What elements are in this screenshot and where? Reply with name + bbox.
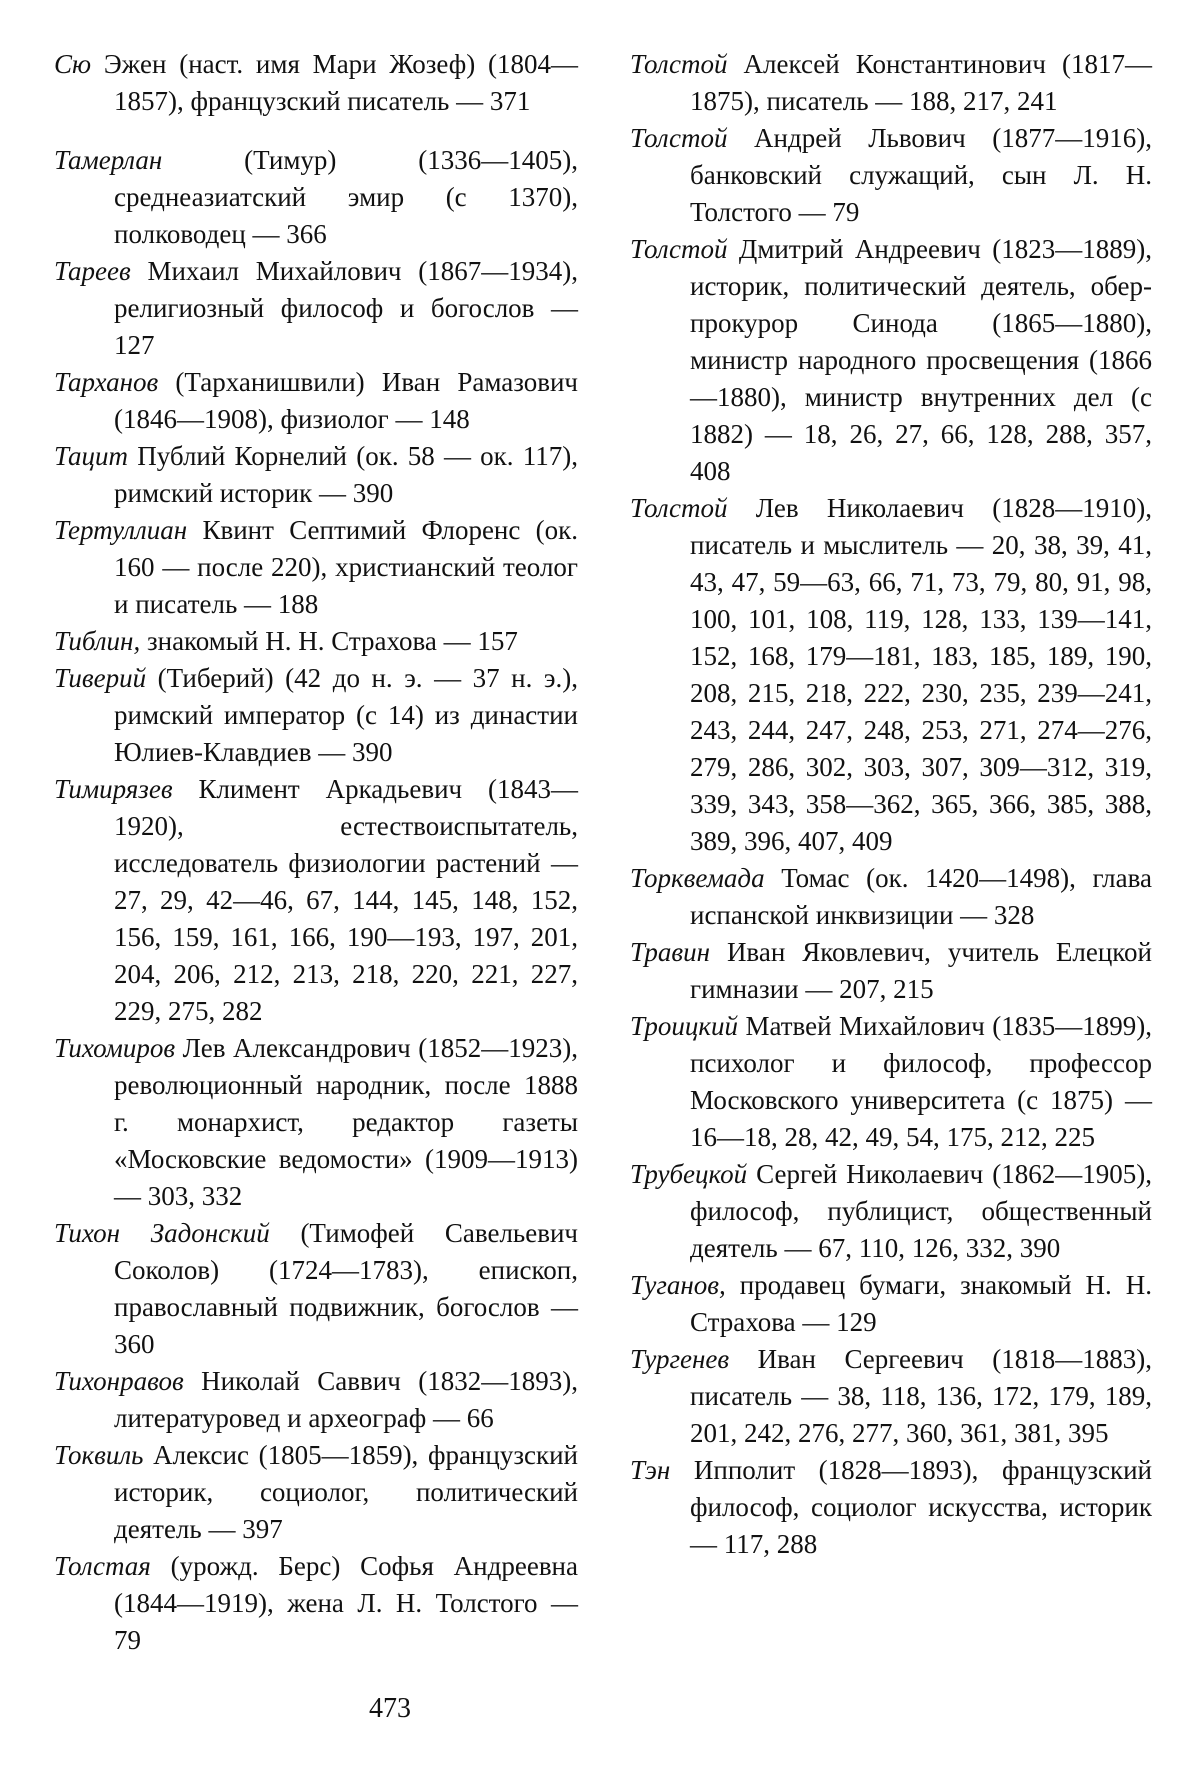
entry-name: Тарханов bbox=[54, 367, 159, 397]
entry-name: Тихомиров bbox=[54, 1033, 176, 1063]
entry-name: Тихонравов bbox=[54, 1366, 184, 1396]
index-entry bbox=[630, 490, 1152, 860]
entry-text: (Тарханишвили) Иван Рамазович (1846—1908), физиолог — 148 bbox=[114, 367, 578, 434]
entry-name: Толстой bbox=[630, 123, 728, 153]
entry-text: знакомый Н. Н. Страхова — 157 bbox=[140, 626, 518, 656]
index-entry bbox=[630, 1267, 1152, 1341]
index-entry bbox=[54, 1030, 578, 1215]
entry-text: (Тимофей Савельевич Соколов) (1724—1783), епископ, православный подвижник, богослов — 360 bbox=[114, 1218, 578, 1359]
index-entry bbox=[630, 1156, 1152, 1267]
index-entry bbox=[54, 771, 578, 1030]
index-entry bbox=[630, 934, 1152, 1008]
entry-name: Тиблин, bbox=[54, 626, 141, 656]
right-column bbox=[630, 46, 1152, 1563]
entry-text: (Тимур) (1336—1405), среднеазиатский эмир (с 1370), полководец — 366 bbox=[114, 145, 578, 249]
index-entry bbox=[630, 1452, 1152, 1563]
entry-text: Матвей Михайлович (1835—1899), психолог и философ, профессор Московского университета (с 1875) — 16—18, 28, 42, 49, 54, 175, 212, 225 bbox=[690, 1011, 1152, 1152]
entry-text: Публий Корнелий (ок. 58 — ок. 117), римский историк — 390 bbox=[114, 441, 578, 508]
entry-text: Лев Николаевич (1828—1910), писатель и мыслитель — 20, 38, 39, 41, 43, 47, 59—63, 66, 71, 73, 79, 80, 91, 98, 100, 101, 108, 119, 128, 133, 139—141, 152, 168, 179—181, 183, 185, 189, 190, 208, 215, 218, 222, 230, 235, 239—241, 243, 244, 247, 248, 253, 271, 274—276, 279, 286, 302, 303, 307, 309—312, 319, 339, 343, 358—362, 365, 366, 385, 388, 389, 396, 407, 409 bbox=[690, 493, 1152, 856]
index-entry bbox=[54, 1437, 578, 1548]
entry-text: Алексис (1805—1859), французский историк, социолог, политический деятель — 397 bbox=[114, 1440, 578, 1544]
index-entry bbox=[630, 46, 1152, 120]
entry-name: Толстой bbox=[630, 49, 728, 79]
entry-text: Томас (ок. 1420—1498), глава испанской инквизиции — 328 bbox=[690, 863, 1152, 930]
entry-name: Тургенев bbox=[630, 1344, 730, 1374]
entry-text: Андрей Львович (1877—1916), банковский служащий, сын Л. Н. Толстого — 79 bbox=[690, 123, 1152, 227]
entry-text: Дмитрий Андреевич (1823—1889), историк, политический деятель, обер-прокурор Синода (1865—1880), министр народного просвещения (1866—1880), министр внутренних дел (с 1882) — 18, 26, 27, 66, 128, 288, 357, 408 bbox=[690, 234, 1152, 486]
index-entry bbox=[54, 253, 578, 364]
entry-name: Токвиль bbox=[54, 1440, 144, 1470]
entry-text: продавец бумаги, знакомый Н. Н. Страхова — 129 bbox=[690, 1270, 1152, 1337]
entry-name: Торквемада bbox=[630, 863, 765, 893]
entry-text: Лев Александрович (1852—1923), революционный народник, после 1888 г. монархист, редактор газеты «Московские ведомости» (1909—1913) — 303, 332 bbox=[114, 1033, 578, 1211]
entry-text: Квинт Септимий Флоренс (ок. 160 — после 220), христианский теолог и писатель — 188 bbox=[114, 515, 578, 619]
entry-text: Эжен (наст. имя Мари Жозеф) (1804—1857), французский писатель — 371 bbox=[91, 49, 578, 116]
index-entry bbox=[54, 438, 578, 512]
entry-name: Тамерлан bbox=[54, 145, 163, 175]
entry-text: Николай Саввич (1832—1893), литературовед и археограф — 66 bbox=[114, 1366, 578, 1433]
entry-text: Сергей Николаевич (1862—1905), философ, публицист, общественный деятель — 67, 110, 126, 332, 390 bbox=[690, 1159, 1152, 1263]
index-entry bbox=[630, 231, 1152, 490]
entry-text: Михаил Михайлович (1867—1934), религиозный философ и богослов — 127 bbox=[114, 256, 578, 360]
entry-name: Троицкий bbox=[630, 1011, 738, 1041]
entry-text: Климент Аркадьевич (1843—1920), естествоиспытатель, исследователь физиологии растений — 27, 29, 42—46, 67, 144, 145, 148, 152, 156, 159, 161, 166, 190—193, 197, 201, 204, 206, 212, 213, 218, 220, 221, 227, 229, 275, 282 bbox=[114, 774, 578, 1026]
entry-name: Толстая bbox=[54, 1551, 151, 1581]
entry-text: Алексей Константинович (1817—1875), писатель — 188, 217, 241 bbox=[690, 49, 1152, 116]
page-number: 473 bbox=[369, 1693, 411, 1724]
entry-name: Тареев bbox=[54, 256, 131, 286]
index-entry bbox=[54, 512, 578, 623]
entry-name: Тертуллиан bbox=[54, 515, 188, 545]
entry-text: Иван Сергеевич (1818—1883), писатель — 38, 118, 136, 172, 179, 189, 201, 242, 276, 277, 360, 361, 381, 395 bbox=[690, 1344, 1152, 1448]
index-entry bbox=[630, 120, 1152, 231]
entry-name: Тацит bbox=[54, 441, 129, 471]
entry-text: (урожд. Берс) Софья Андреевна (1844—1919), жена Л. Н. Толстого — 79 bbox=[114, 1551, 578, 1655]
entry-text: Иван Яковлевич, учитель Елецкой гимназии — 207, 215 bbox=[690, 937, 1152, 1004]
entry-name: Толстой bbox=[630, 234, 728, 264]
entry-name: Тихон Задонский bbox=[54, 1218, 270, 1248]
entry-name: Сю bbox=[54, 49, 92, 79]
index-entry bbox=[54, 364, 578, 438]
index-entry bbox=[630, 1341, 1152, 1452]
index-entry bbox=[54, 660, 578, 771]
index-entry bbox=[54, 623, 578, 660]
entry-name: Травин bbox=[630, 937, 710, 967]
index-entry bbox=[54, 46, 578, 120]
entry-name: Тимирязев bbox=[54, 774, 173, 804]
index-entry bbox=[54, 1215, 578, 1363]
index-entry bbox=[54, 142, 578, 253]
entry-name: Тиверий bbox=[54, 663, 147, 693]
index-entry bbox=[630, 860, 1152, 934]
entry-text: Ипполит (1828—1893), французский философ, социолог искусства, историк — 117, 288 bbox=[670, 1455, 1152, 1559]
left-column bbox=[54, 46, 578, 1659]
index-entry bbox=[54, 1363, 578, 1437]
entry-text: (Тиберий) (42 до н. э. — 37 н. э.), римский император (с 14) из династии Юлиев-Клавдиев — 390 bbox=[114, 663, 578, 767]
entry-name: Тэн bbox=[630, 1455, 671, 1485]
entry-name: Трубецкой bbox=[630, 1159, 748, 1189]
index-entry bbox=[54, 1548, 578, 1659]
entry-name: Туганов, bbox=[630, 1270, 726, 1300]
entry-name: Толстой bbox=[630, 493, 728, 523]
index-entry bbox=[630, 1008, 1152, 1156]
